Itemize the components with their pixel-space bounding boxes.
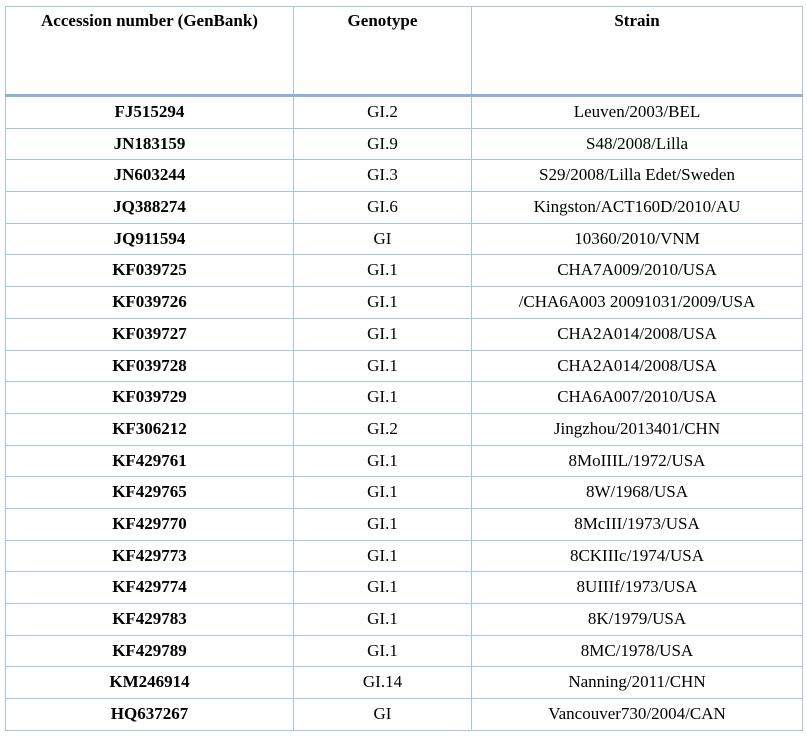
cell-strain: Vancouver730/2004/CAN	[472, 699, 803, 731]
table-row	[6, 604, 803, 636]
cell-accession: KF039726	[6, 287, 294, 319]
cell-accession: KF039725	[6, 255, 294, 287]
cell-strain: 8CKIIIc/1974/USA	[472, 540, 803, 572]
cell-accession: KM246914	[6, 667, 294, 699]
cell-strain: 8MoIIIL/1972/USA	[472, 445, 803, 477]
cell-strain: CHA6A007/2010/USA	[472, 382, 803, 414]
cell-genotype: GI.14	[294, 667, 472, 699]
table-row	[6, 96, 803, 129]
cell-strain: 10360/2010/VNM	[472, 223, 803, 255]
cell-accession: KF429773	[6, 540, 294, 572]
cell-accession: JN603244	[6, 160, 294, 192]
cell-genotype: GI.9	[294, 128, 472, 160]
cell-genotype: GI.2	[294, 413, 472, 445]
cell-strain: S48/2008/Lilla	[472, 128, 803, 160]
cell-accession: HQ637267	[6, 699, 294, 731]
cell-strain: S29/2008/Lilla Edet/Sweden	[472, 160, 803, 192]
cell-strain: Nanning/2011/CHN	[472, 667, 803, 699]
table-row	[6, 508, 803, 540]
cell-accession: KF429770	[6, 508, 294, 540]
cell-accession: KF429789	[6, 635, 294, 667]
table-row	[6, 540, 803, 572]
cell-genotype: GI.1	[294, 255, 472, 287]
table-row	[6, 382, 803, 414]
table-row	[6, 699, 803, 731]
cell-genotype: GI	[294, 223, 472, 255]
cell-genotype: GI.1	[294, 540, 472, 572]
header-row	[6, 7, 803, 96]
table-row	[6, 445, 803, 477]
header-accession: Accession number (GenBank)	[6, 7, 294, 96]
table-row	[6, 255, 803, 287]
cell-accession: FJ515294	[6, 96, 294, 129]
cell-genotype: GI.1	[294, 572, 472, 604]
table-row	[6, 350, 803, 382]
table-row	[6, 667, 803, 699]
table-body	[6, 96, 803, 731]
cell-strain: 8UIIIf/1973/USA	[472, 572, 803, 604]
cell-genotype: GI	[294, 699, 472, 731]
cell-strain: CHA2A014/2008/USA	[472, 318, 803, 350]
cell-genotype: GI.3	[294, 160, 472, 192]
cell-accession: KF429761	[6, 445, 294, 477]
table-row	[6, 128, 803, 160]
cell-accession: JQ388274	[6, 192, 294, 224]
cell-genotype: GI.1	[294, 287, 472, 319]
header-genotype: Genotype	[294, 7, 472, 96]
cell-genotype: GI.2	[294, 96, 472, 129]
cell-genotype: GI.6	[294, 192, 472, 224]
cell-strain: 8W/1968/USA	[472, 477, 803, 509]
cell-genotype: GI.1	[294, 508, 472, 540]
cell-genotype: GI.1	[294, 318, 472, 350]
cell-strain: Leuven/2003/BEL	[472, 96, 803, 129]
table-row	[6, 223, 803, 255]
table-row	[6, 413, 803, 445]
cell-genotype: GI.1	[294, 445, 472, 477]
cell-accession: KF429774	[6, 572, 294, 604]
table-row	[6, 160, 803, 192]
cell-strain: CHA7A009/2010/USA	[472, 255, 803, 287]
cell-genotype: GI.1	[294, 477, 472, 509]
cell-strain: 8McIII/1973/USA	[472, 508, 803, 540]
cell-genotype: GI.1	[294, 635, 472, 667]
cell-accession: KF306212	[6, 413, 294, 445]
cell-strain: Kingston/ACT160D/2010/AU	[472, 192, 803, 224]
cell-genotype: GI.1	[294, 604, 472, 636]
cell-accession: KF039729	[6, 382, 294, 414]
cell-strain: 8K/1979/USA	[472, 604, 803, 636]
cell-accession: JN183159	[6, 128, 294, 160]
table-row	[6, 572, 803, 604]
cell-strain: /CHA6A003 20091031/2009/USA	[472, 287, 803, 319]
cell-accession: KF429765	[6, 477, 294, 509]
cell-accession: KF039728	[6, 350, 294, 382]
table-row	[6, 318, 803, 350]
cell-genotype: GI.1	[294, 350, 472, 382]
cell-strain: Jingzhou/2013401/CHN	[472, 413, 803, 445]
header-strain: Strain	[472, 7, 803, 96]
accession-table	[5, 6, 803, 731]
table-row	[6, 477, 803, 509]
cell-genotype: GI.1	[294, 382, 472, 414]
table-container	[5, 6, 802, 731]
cell-accession: JQ911594	[6, 223, 294, 255]
table-row	[6, 192, 803, 224]
cell-accession: KF429783	[6, 604, 294, 636]
cell-strain: CHA2A014/2008/USA	[472, 350, 803, 382]
cell-accession: KF039727	[6, 318, 294, 350]
table-row	[6, 635, 803, 667]
table-row	[6, 287, 803, 319]
cell-strain: 8MC/1978/USA	[472, 635, 803, 667]
